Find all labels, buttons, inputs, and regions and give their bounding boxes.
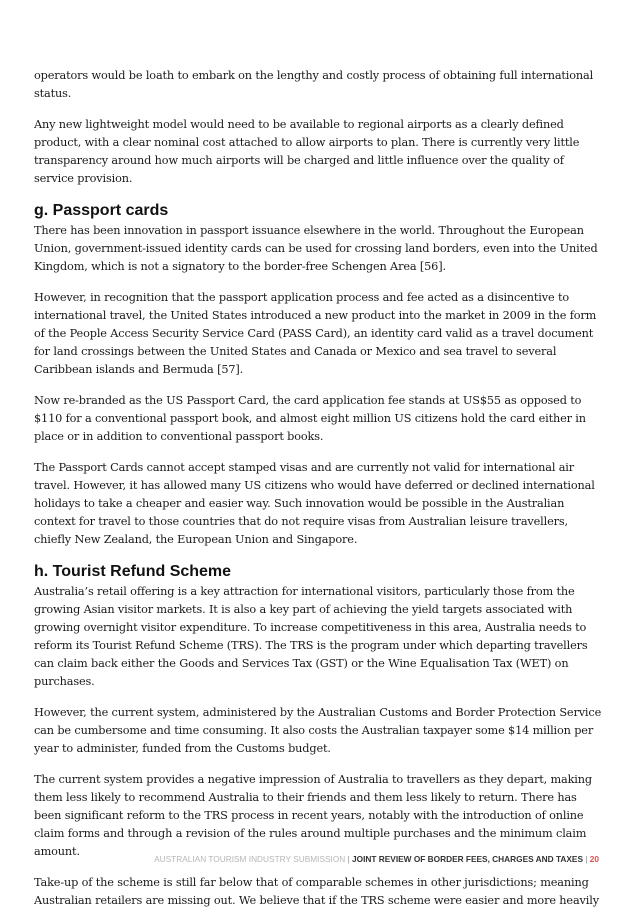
section-heading-passport-cards: g. Passport cards [34, 202, 169, 219]
section-heading-tourist-refund-scheme: h. Tourist Refund Scheme [34, 563, 232, 580]
passport-paragraph-3: Now re-branded as the US Passport Card, the card application fee stands at US$55 as opposed to $110 for a conventional passport book, and almost eight million US citizens hold the card either in place or in addition to conventional passport books. [34, 394, 586, 443]
passport-paragraph-2: However, in recognition that the passport application process and fee acted as a disincentive to international travel, the United States introduced a new product into the market in 2009 in the form of the People Access Security Service Card (PASS Card), an identity card valid as a travel document for land crossings between the United States and Canada or Mexico and sea travel to several Caribbean islands and Bermuda [57]. [34, 291, 597, 376]
passport-paragraph-1: There has been innovation in passport issuance elsewhere in the world. Throughout the European Union, government-issued identity cards can be used for crossing land borders, even into the United Kingdom, which is not a signatory to the border-free Schengen Area [56]. [34, 224, 598, 273]
refund-paragraph-2: However, the current system, administered by the Australian Customs and Border Protection Service can be cumbersome and time consuming. It also costs the Australian taxpayer some $14 million per year to administer, funded from the Customs budget. [34, 706, 602, 755]
footer-separator-2: | [583, 854, 590, 864]
footer-review-title: JOINT REVIEW OF BORDER FEES, CHARGES AND TAXES [352, 854, 583, 864]
page-footer [0, 853, 599, 865]
page-number: 20 [589, 854, 599, 864]
page-body [34, 67, 606, 923]
refund-paragraph-4: Take-up of the scheme is still far below that of comparable schemes in other jurisdictions; meaning Australian retailers are missing out. We believe that if the TRS scheme were easier and more heavily [34, 876, 599, 907]
refund-paragraph-3: The current system provides a negative impression of Australia to travellers as they depart, making them less likely to recommend Australia to their friends and them less likely to return. There has been significant reform to the TRS process in recent years, notably with the introduction of online claim forms and through a revision of the rules around multiple purchases and the minimum claim amount. [34, 773, 592, 858]
footer-separator: | [345, 854, 353, 864]
passport-paragraph-4: The Passport Cards cannot accept stamped visas and are currently not valid for international air travel. However, it has allowed many US citizens who would have deferred or declined international holidays to take a cheaper and easier way. Such innovation would be possible in the Australian context for travel to those countries that do not require visas from Australian leisure travellers, chiefly New Zealand, the European Union and Singapore. [34, 461, 595, 546]
footer-submission-title: AUSTRALIAN TOURISM INDUSTRY SUBMISSION [154, 854, 346, 864]
refund-paragraph-1: Australia’s retail offering is a key attraction for international visitors, particularly those from the growing Asian visitor markets. It is also a key part of achieving the yield targets associated with growing overnight visitor expenditure. To increase competitiveness in this area, Australia needs to reform its Tourist Refund Scheme (TRS). The TRS is the program under which departing travellers can claim back either the Goods and Services Tax (GST) or the Wine Equalisation Tax (WET) on purchases. [34, 585, 588, 688]
intro-paragraph-2: Any new lightweight model would need to be available to regional airports as a clearly defined product, with a clear nominal cost attached to allow airports to plan. There is currently very little transparency around how much airports will be charged and little influence over the quality of service provision. [34, 118, 580, 185]
intro-paragraph-1: operators would be loath to embark on the lengthy and costly process of obtaining full international status. [34, 69, 594, 100]
